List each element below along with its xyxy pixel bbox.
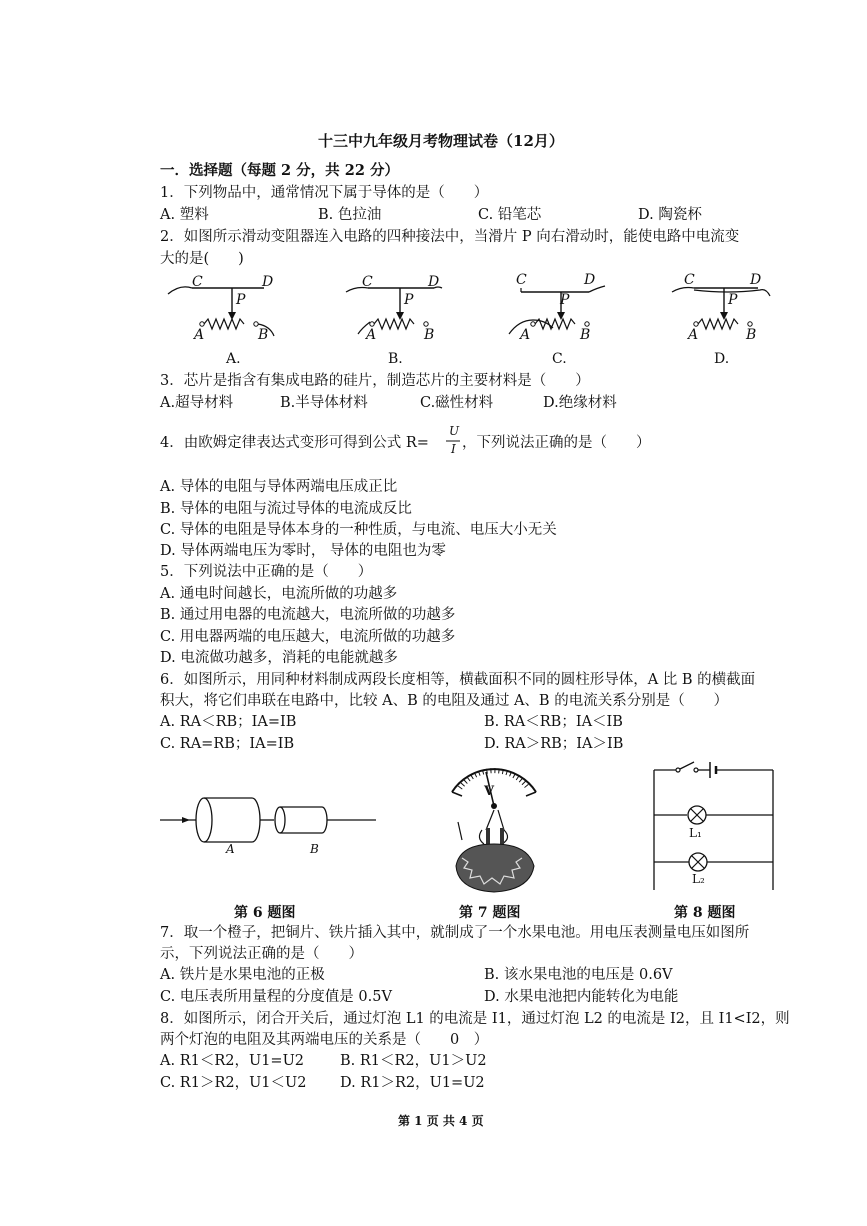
- cylinders-drawing: [160, 780, 380, 860]
- q1-option-b: B. 色拉油: [318, 207, 382, 223]
- rheostat-d-label-a: A: [688, 327, 699, 343]
- rheostat-c-label-p: P: [560, 292, 570, 308]
- rheostat-a-label-a: A: [194, 327, 205, 343]
- rheostat-b-label-a: A: [366, 327, 377, 343]
- q7-stem-line1: 7．取一个橙子，把铜片、铁片插入其中，就制成了一个水果电池。用电压表测量电压如图所: [160, 925, 750, 941]
- q3-option-c: C.磁性材料: [420, 395, 494, 411]
- q4-fraction-denominator: I: [451, 442, 456, 456]
- q3-stem: 3．芯片是指含有集成电路的硅片，制造芯片的主要材料是（ ）: [160, 373, 590, 389]
- q7-stem-line2: 示，下列说法正确的是（ ）: [160, 946, 363, 962]
- q8-option-b: B. R1＜R2，U1＞U2: [340, 1053, 487, 1069]
- rheostat-b-label-d: D: [428, 274, 440, 290]
- rheostat-option-b: B.: [388, 351, 403, 367]
- q1-option-d: D. 陶瓷杯: [638, 207, 702, 223]
- q4-stem-post: ，下列说法正确的是（ ）: [462, 435, 651, 451]
- q6-option-c: C. RA=RB；IA=IB: [160, 736, 295, 752]
- circuit-drawing: [652, 766, 777, 896]
- q4-fraction-numerator: U: [449, 424, 460, 438]
- q6-stem-line2: 积大，将它们串联在电路中，比较 A、B 的电阻及通过 A、B 的电流关系分别是（ ）: [160, 693, 729, 709]
- q8-option-c: C. R1＞R2，U1＜U2: [160, 1075, 307, 1091]
- q8-option-a: A. R1＜R2，U1=U2: [160, 1053, 305, 1069]
- rheostat-a-label-c: C: [192, 274, 203, 290]
- rheostat-option-c: C.: [552, 351, 567, 367]
- q4-option-c: C. 导体的电阻是导体本身的一种性质，与电流、电压大小无关: [160, 522, 557, 538]
- q7-option-d: D. 水果电池把内能转化为电能: [484, 989, 679, 1005]
- q8-stem-line1: 8．如图所示，闭合开关后，通过灯泡 L1 的电流是 I1，通过灯泡 L2 的电流是 I2，且 I1<I2，则: [160, 1011, 790, 1027]
- q4-option-a: A. 导体的电阻与导体两端电压成正比: [160, 479, 398, 495]
- q5-stem: 5．下列说法中正确的是（ ）: [160, 564, 373, 580]
- q2-stem-line1: 2．如图所示滑动变阻器连入电路的四种接法中，当滑片 P 向右滑动时，能使电路中电流变: [160, 229, 740, 245]
- section-heading: 一．选择题（每题 2 分，共 22 分）: [160, 162, 399, 179]
- q8-option-d: D. R1＞R2，U1=U2: [340, 1075, 485, 1091]
- q5-option-c: C. 用电器两端的电压越大，电流所做的功越多: [160, 629, 456, 645]
- rheostat-a-label-p: P: [236, 292, 246, 308]
- rheostat-d-label-d: D: [750, 272, 762, 288]
- rheostat-b-label-b: B: [424, 327, 435, 343]
- rheostat-b-drawing: [342, 272, 462, 342]
- q1-option-c: C. 铅笔芯: [478, 207, 542, 223]
- cylinder-a-label: A: [226, 842, 235, 856]
- q5-option-d: D. 电流做功越多，消耗的电能就越多: [160, 650, 398, 666]
- lamp-l2-label: L₂: [692, 872, 705, 886]
- figure-8-caption: 第 8 题图: [674, 905, 736, 921]
- rheostat-c-label-b: B: [580, 327, 591, 343]
- rheostat-c-label-a: A: [520, 327, 531, 343]
- q3-option-d: D.绝缘材料: [543, 395, 617, 411]
- rheostat-a-label-b: B: [258, 327, 269, 343]
- page-title: 十三中九年级月考物理试卷（12月）: [318, 132, 564, 150]
- q1-option-a: A. 塑料: [160, 207, 209, 223]
- page-footer: 第 1 页 共 4 页: [398, 1114, 484, 1128]
- rheostat-c-label-c: C: [516, 272, 527, 288]
- rheostat-d-label-b: B: [746, 327, 757, 343]
- rheostat-d-label-c: C: [684, 272, 695, 288]
- fruit-battery-drawing: [446, 758, 546, 898]
- q7-option-c: C. 电压表所用量程的分度值是 0.5V: [160, 989, 392, 1005]
- q5-option-b: B. 通过用电器的电流越大，电流所做的功越多: [160, 607, 456, 623]
- voltmeter-v-label: V: [484, 784, 495, 799]
- lamp-l1-label: L₁: [689, 826, 702, 840]
- rheostat-option-d: D.: [714, 351, 730, 367]
- rheostat-d-label-p: P: [728, 292, 738, 308]
- figure-6-caption: 第 6 题图: [234, 905, 296, 921]
- q6-option-b: B. RA＜RB；IA＜IB: [484, 714, 623, 730]
- q4-stem-pre: 4．由欧姆定律表达式变形可得到公式 R=: [160, 435, 429, 451]
- q4-option-b: B. 导体的电阻与流过导体的电流成反比: [160, 501, 412, 517]
- q5-option-a: A. 通电时间越长，电流所做的功越多: [160, 586, 398, 602]
- q3-option-b: B.半导体材料: [280, 395, 368, 411]
- q6-option-a: A. RA＜RB；IA=IB: [160, 714, 297, 730]
- q7-option-a: A. 铁片是水果电池的正极: [160, 967, 325, 983]
- q6-option-d: D. RA＞RB；IA＞IB: [484, 736, 624, 752]
- rheostat-b-label-c: C: [362, 274, 373, 290]
- rheostat-b-label-p: P: [404, 292, 414, 308]
- q2-stem-line2: 大的是( ): [160, 251, 244, 267]
- rheostat-a-label-d: D: [262, 274, 274, 290]
- q7-option-b: B. 该水果电池的电压是 0.6V: [484, 967, 673, 983]
- figure-7-caption: 第 7 题图: [459, 905, 521, 921]
- q6-stem-line1: 6．如图所示，用同种材料制成两段长度相等，横截面积不同的圆柱形导体，A 比 B 的横截面: [160, 672, 756, 688]
- rheostat-c-label-d: D: [584, 272, 596, 288]
- q3-option-a: A.超导材料: [160, 395, 234, 411]
- q4-option-d: D. 导体两端电压为零时， 导体的电阻也为零: [160, 543, 446, 559]
- cylinder-b-label: B: [310, 842, 319, 856]
- q1-stem: 1．下列物品中，通常情况下属于导体的是（ ）: [160, 185, 489, 201]
- rheostat-option-a: A.: [226, 351, 241, 367]
- q8-stem-line2: 两个灯泡的电阻及其两端电压的关系是（ 0 ）: [160, 1032, 489, 1048]
